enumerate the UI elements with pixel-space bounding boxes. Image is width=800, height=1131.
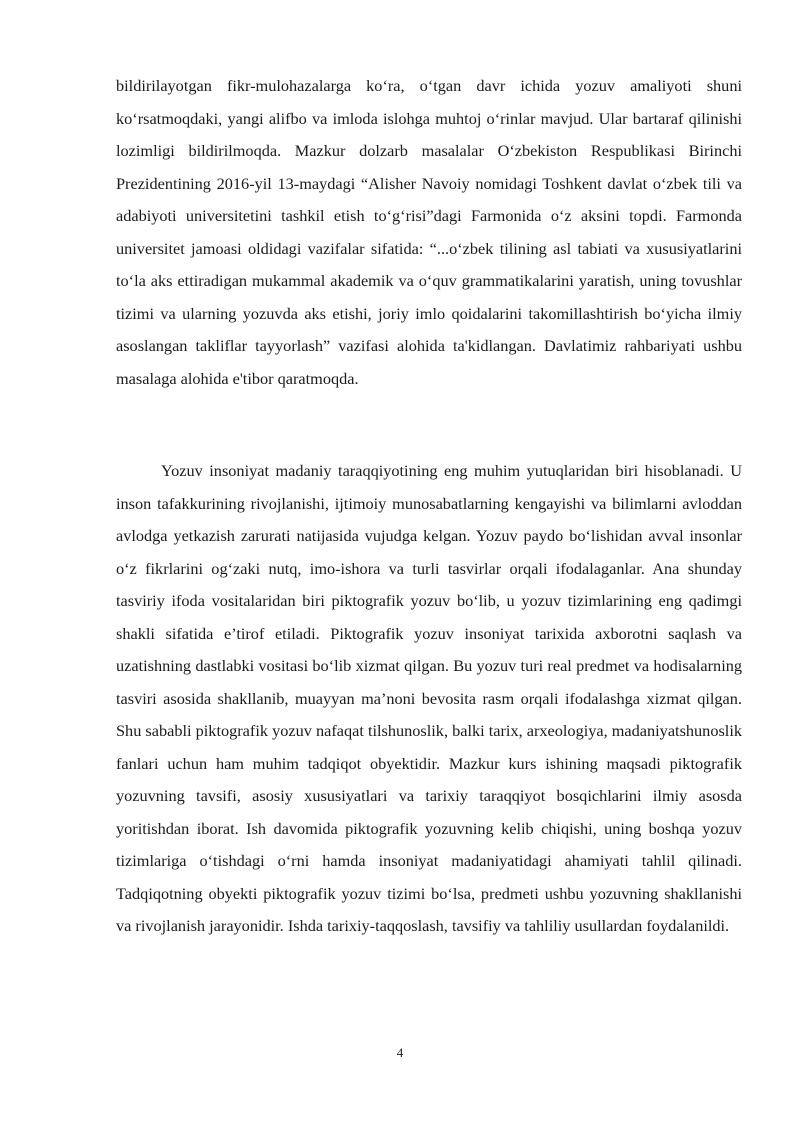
page-number: 4	[396, 1045, 404, 1060]
paragraph-writing-history	[116, 455, 742, 943]
paragraph-continuation: bildirilayotgan fikr-mulohazalarga ko‘ra, o‘tgan davr ichida yozuv amaliyoti shuni ko‘rsatmoqdaki, yangi alifbo va imloda islohga muhtoj o‘rinlar mavjud. Ular bartaraf qilinishi lozimligi bildirilmoqda. Mazkur dolzarb masalalar O‘zbekiston Respublikasi Birinchi Prezidentining 2016-yil 13-maydagi “Alisher Navoiy nomidagi Toshkent davlat o‘zbek tili va adabiyoti universitetini tashkil etish to‘g‘risi”dagi Farmonida o‘z aksini topdi. Farmonda universitet jamoasi oldidagi vazifalar sifatida: “...o‘zbek tilining asl tabiati va xususiyatlarini to‘la aks ettiradigan mukammal akademik va o‘quv grammatikalarini yaratish, uning tovushlar tizimi va ularning yozuvda aks etishi, joriy imlo qoidalarini takomillashtirish bo‘yicha ilmiy asoslangan takliflar tayyorlash” vazifasi alohida ta'kidlangan. Davlatimiz rahbariyati ushbu masalaga alohida e'tibor qaratmoqda.	[116, 76, 742, 388]
paragraph-text: Yozuv insoniyat madaniy taraqqiyotining eng muhim yutuqlaridan biri hisoblanadi. U inson tafakkurining rivojlanishi, ijtimoiy munosabatlarning kengayishi va bilimlarni avloddan avlodga yetkazish zarurati natijasida vujudga kelgan. Yozuv paydo bo‘lishidan avval insonlar o‘z fikrlarini og‘zaki nutq, imo-ishora va turli tasvirlar orqali ifodalaganlar. Ana shunday tasviriy ifoda vositalaridan biri piktografik yozuv bo‘lib, u yozuv tizimlarining eng qadimgi shakli sifatida e’tirof etiladi. Piktografik yozuv insoniyat tarixida axborotni saqlash va uzatishning dastlabki vositasi bo‘lib xizmat qilgan. Bu yozuv turi real predmet va hodisalarning tasviri asosida shakllanib, muayyan ma’noni bevosita rasm orqali ifodalashga xizmat qilgan. Shu sababli piktografik yozuv nafaqat tilshunoslik, balki tarix, arxeologiya, madaniyatshunoslik fanlari uchun ham muhim tadqiqot obyektidir. Mazkur kurs ishining maqsadi piktografik yozuvning tavsifi, asosiy xususiyatlari va tarixiy taraqqiyot bosqichlarini ilmiy asosda yoritishdan iborat. Ish davomida piktografik yozuvning kelib chiqishi, uning boshqa yozuv tizimlariga o‘tishdagi o‘rni hamda insoniyat madaniyatidagi ahamiyati tahlil qilinadi. Tadqiqotning obyekti piktografik yozuv tizimi bo‘lsa, predmeti ushbu yozuvning shakllanishi va rivojlanish jarayonidir. Ishda tarixiy-taqqoslash, tavsifiy va tahliliy usullardan foydalanildi.	[116, 461, 742, 935]
